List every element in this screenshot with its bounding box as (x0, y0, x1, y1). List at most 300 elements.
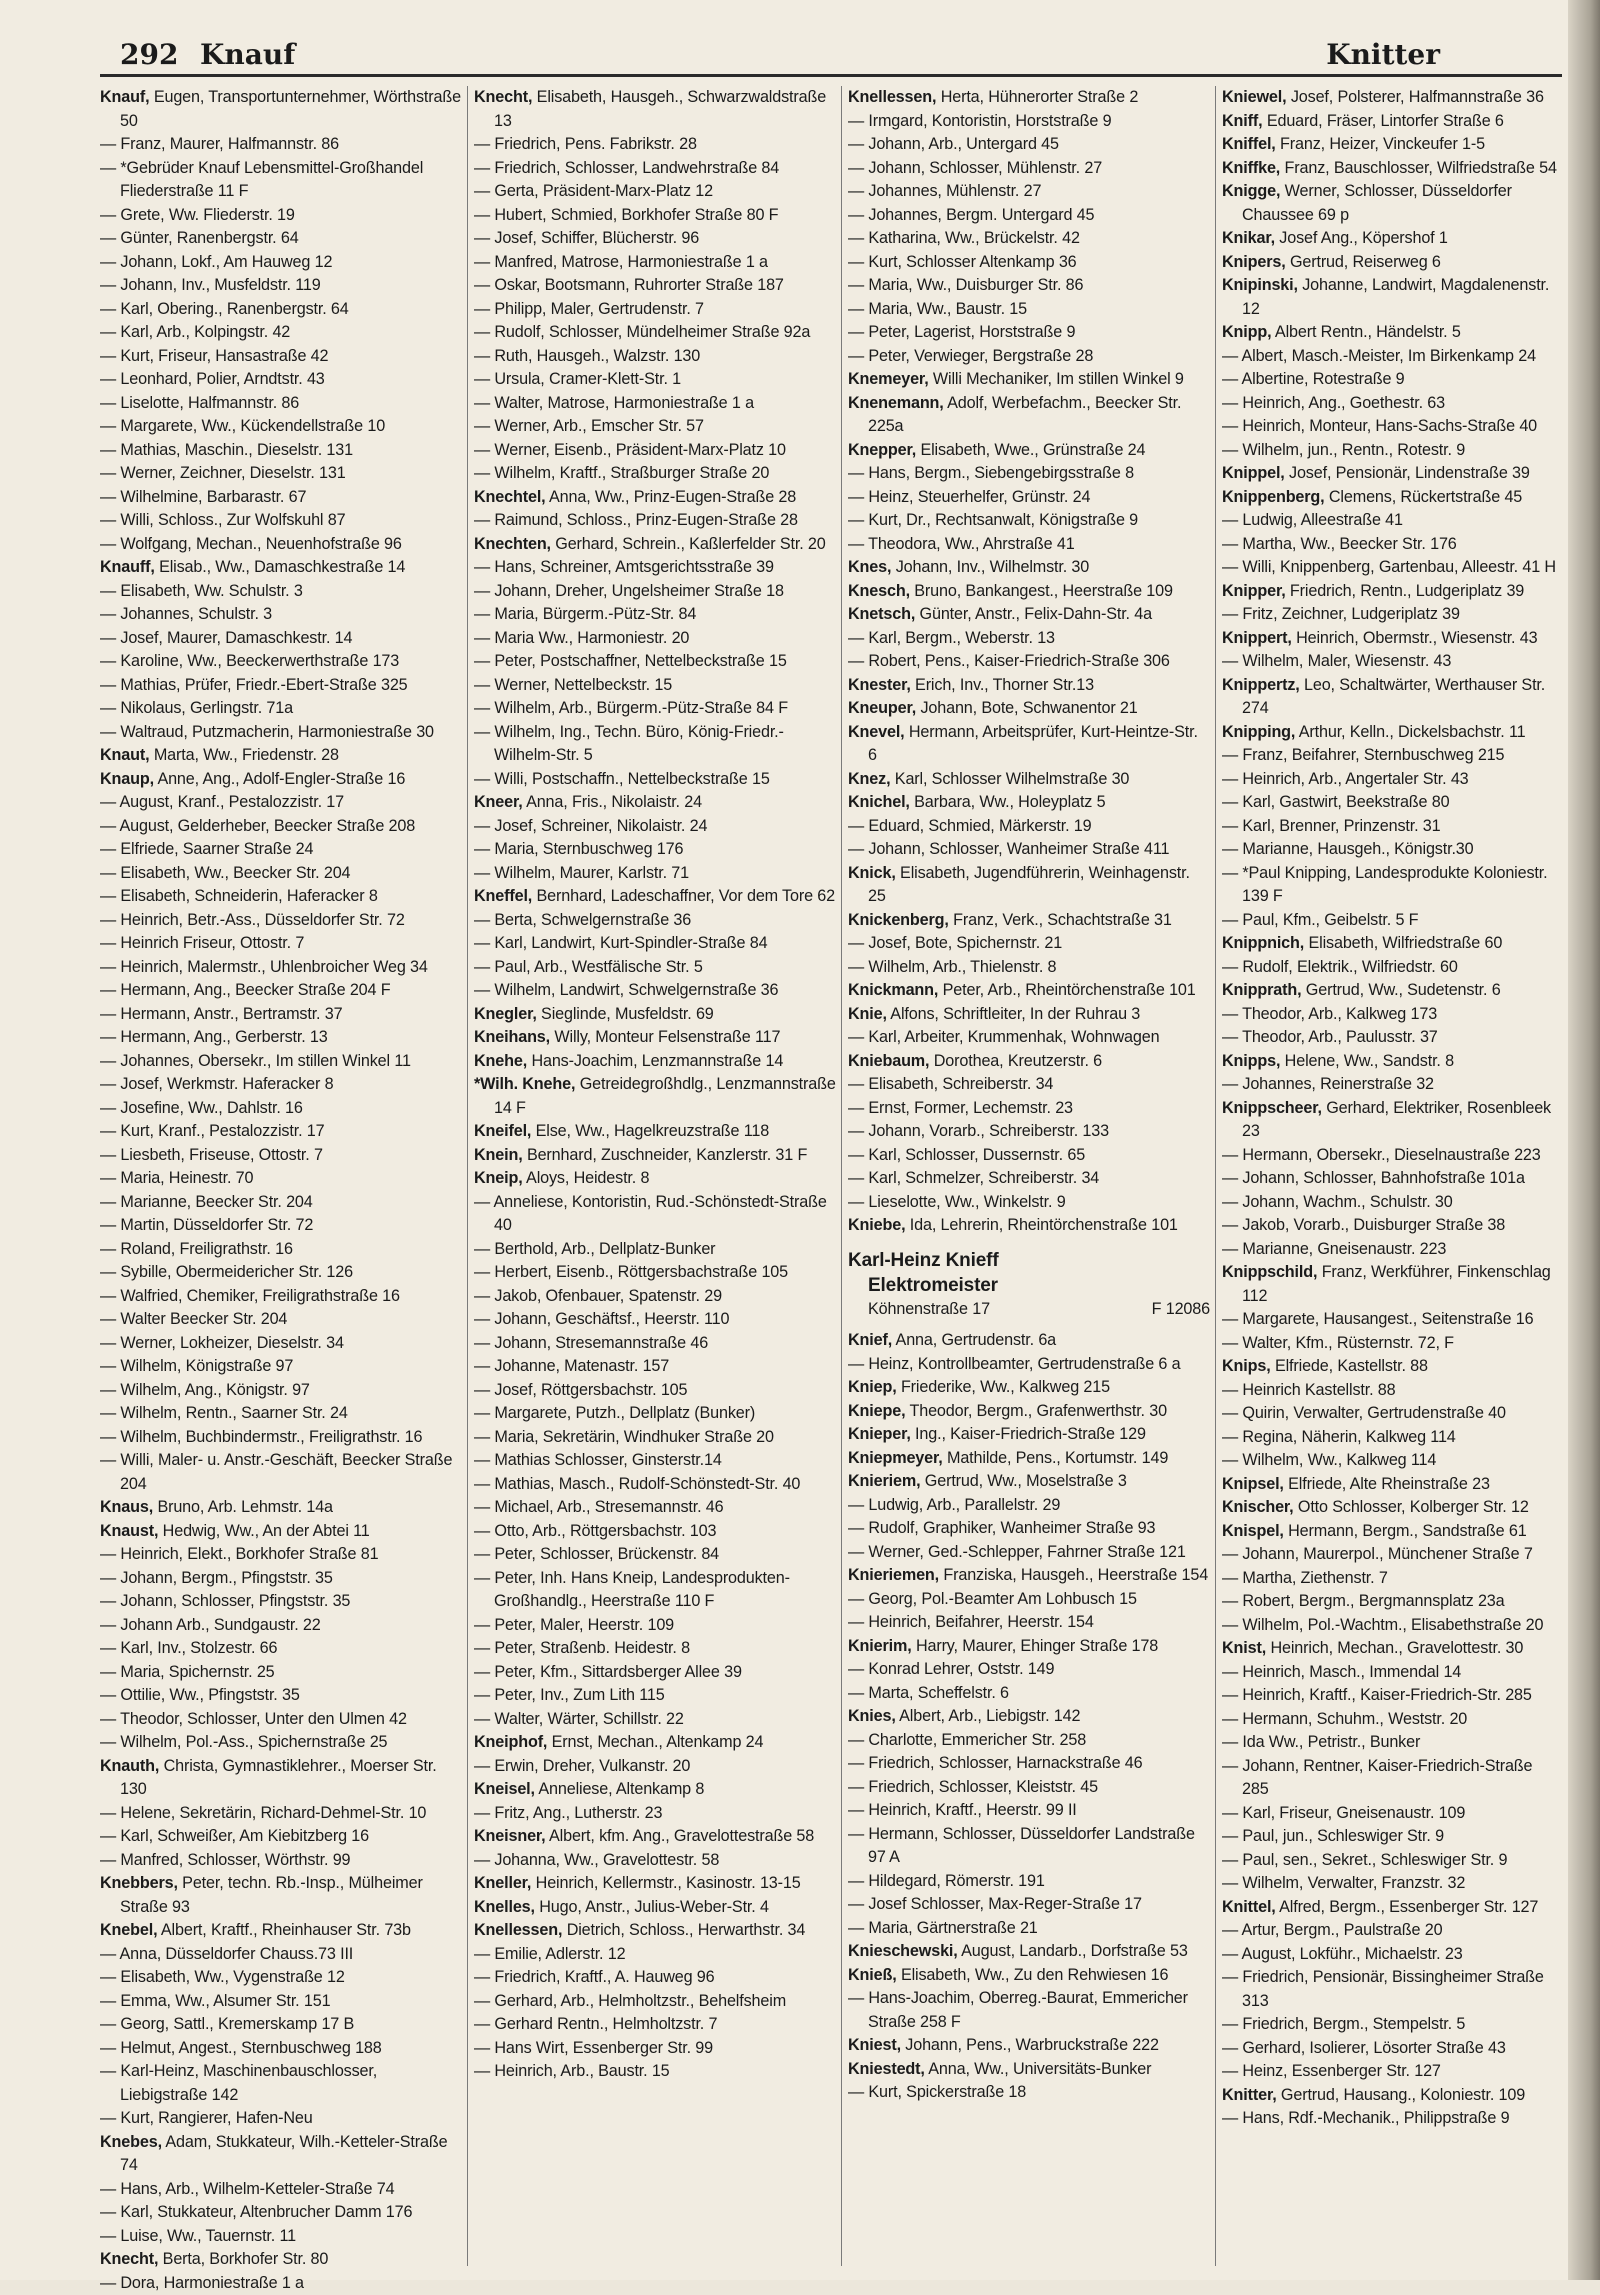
entry-text: — Heinrich, Kraftf., Heerstr. 99 II (848, 1801, 1077, 1819)
entry (1222, 956, 1562, 980)
entry (474, 1261, 836, 1285)
entry-text: — Wilhelm, Pol.-Wachtm., Elisabethstraße 20 (1222, 1616, 1543, 1634)
entry (100, 1402, 462, 1426)
entry-text: Arthur, Kelln., Dickelsbachstr. 11 (1299, 723, 1526, 741)
entry-text: — Robert, Bergm., Bergmannsplatz 23a (1222, 1592, 1505, 1610)
entry (1222, 1003, 1562, 1027)
entry-head (474, 486, 836, 510)
entry-text: — Regina, Näherin, Kalkweg 114 (1222, 1428, 1456, 1446)
entry-text: — Wilhelm, Landwirt, Schwelgernstraße 36 (474, 981, 778, 999)
entry-text: — Willi, Postschaffn., Nettelbeckstraße 15 (474, 770, 770, 788)
entry-text: Hedwig, Ww., An der Abtei 11 (163, 1522, 370, 1540)
entry-head (848, 1376, 1210, 1400)
entry (1222, 768, 1562, 792)
entry-text: — Werner, Zeichner, Dieselstr. 131 (100, 464, 346, 482)
entry-text: — Johannes, Schulstr. 3 (100, 605, 272, 623)
entry-text: — Johann, Geschäftsf., Heerstr. 110 (474, 1310, 729, 1328)
entry (848, 1097, 1210, 1121)
surname: Knickenberg, (848, 911, 949, 929)
entry-text: Albert Rentn., Händelstr. 5 (1275, 323, 1461, 341)
surname: Knitter, (1222, 2086, 1277, 2104)
entry (100, 1214, 462, 1238)
entry-text: — Johannes, Mühlenstr. 27 (848, 182, 1041, 200)
entry (474, 133, 836, 157)
ad-profession: Elektromeister (848, 1273, 1210, 1298)
entry-text: Gerhard, Schrein., Kaßlerfelder Str. 20 (555, 535, 825, 553)
entry (1222, 2013, 1562, 2037)
entry (100, 674, 462, 698)
entry-head (474, 1144, 836, 1168)
entry (100, 979, 462, 1003)
entry-text: — Johann, Schlosser, Pfingststr. 35 (100, 1592, 350, 1610)
entry (474, 932, 836, 956)
entry-text: Christa, Gymnastiklehrer., Moerser Str. 130 (120, 1757, 437, 1799)
entry-head (848, 1214, 1210, 1238)
entry-text: — Peter, Schlosser, Brückenstr. 84 (474, 1545, 719, 1563)
entry-text: Heinrich, Obermstr., Wiesenstr. 43 (1296, 629, 1537, 647)
surname: Knauff, (100, 558, 155, 576)
entry-head (1222, 1896, 1562, 1920)
entry-text: — Friedrich, Pensionär, Bissingheimer Straße 313 (1222, 1968, 1544, 2010)
entry (474, 345, 836, 369)
entry-head (848, 909, 1210, 933)
entry-head (848, 1003, 1210, 1027)
entry (100, 368, 462, 392)
entry (474, 909, 836, 933)
surname: Knaus, (100, 1498, 153, 1516)
entry (100, 1849, 462, 1873)
entry-head (1222, 157, 1562, 181)
entry-text: — Wilhelm, Maurer, Karlstr. 71 (474, 864, 689, 882)
entry-text: — Mathias, Prüfer, Friedr.-Ebert-Straße 325 (100, 676, 408, 694)
entry-text: Clemens, Rückertstraße 45 (1329, 488, 1522, 506)
entry-text: — Franz, Beifahrer, Sternbuschweg 215 (1222, 746, 1504, 764)
entry-text: — Robert, Pens., Kaiser-Friedrich-Straße 306 (848, 652, 1170, 670)
entry (1222, 1567, 1562, 1591)
entry-head (474, 1003, 836, 1027)
entry-text: — Walfried, Chemiker, Freiligrathstraße 16 (100, 1287, 400, 1305)
entry-text: Friederike, Ww., Kalkweg 215 (901, 1378, 1110, 1396)
entry (848, 1167, 1210, 1191)
entry-text: — Hans, Rdf.-Mechanik., Philippstraße 9 (1222, 2109, 1509, 2127)
surname: Knez, (848, 770, 890, 788)
entry-text: — Hermann, Schlosser, Düsseldorfer Landstraße 97 A (848, 1825, 1195, 1867)
entry (848, 533, 1210, 557)
surname: Kniebaum, (848, 1052, 929, 1070)
entry-text: — Franz, Maurer, Halfmannstr. 86 (100, 135, 339, 153)
entry (100, 2225, 462, 2249)
entry (100, 1308, 462, 1332)
entry (474, 1943, 836, 1967)
entry-text: — Lieselotte, Ww., Winkelstr. 9 (848, 1193, 1066, 1211)
entry (474, 556, 836, 580)
entry (848, 462, 1210, 486)
entry (848, 133, 1210, 157)
entry-head (848, 1705, 1210, 1729)
entry-head (100, 744, 462, 768)
entry-text: — Liesbeth, Friseuse, Ottostr. 7 (100, 1146, 323, 1164)
entry (474, 1637, 836, 1661)
entry (1222, 1661, 1562, 1685)
entry-text: — Georg, Pol.-Beamter Am Lohbusch 15 (848, 1590, 1137, 1608)
entry-text: — Erwin, Dreher, Vulkanstr. 20 (474, 1757, 690, 1775)
entry-head (1222, 110, 1562, 134)
entry-head (474, 533, 836, 557)
entry-head (1222, 486, 1562, 510)
entry-text: Alfred, Bergm., Essenberger Str. 127 (1279, 1898, 1538, 1916)
surname: Kniff, (1222, 112, 1262, 130)
surname: Knebbers, (100, 1874, 178, 1892)
entry (100, 1050, 462, 1074)
entry-text: — Friedrich, Pens. Fabrikstr. 28 (474, 135, 697, 153)
entry (1222, 815, 1562, 839)
entry-text: Helene, Ww., Sandstr. 8 (1285, 1052, 1454, 1070)
entry (474, 838, 836, 862)
entry-text: — Berthold, Arb., Dellplatz-Bunker (474, 1240, 715, 1258)
entry (1222, 2060, 1562, 2084)
entry-text: — Gerhard, Arb., Helmholtzstr., Behelfsheim (474, 1992, 786, 2010)
entry-text: — August, Gelderheber, Beecker Straße 208 (100, 817, 415, 835)
surname: Knetsch, (848, 605, 915, 623)
entry (474, 1238, 836, 1262)
entry-text: Peter, Arb., Rheintörchenstraße 101 (943, 981, 1196, 999)
entry-text: — Elisabeth, Ww., Vygenstraße 12 (100, 1968, 345, 1986)
entry-text: Franz, Verk., Schachtstraße 31 (953, 911, 1172, 929)
entry-text: Anneliese, Altenkamp 8 (538, 1780, 704, 1798)
surname: Kniest, (848, 2036, 901, 2054)
entry (474, 1473, 836, 1497)
entry-text: Franz, Heizer, Vinckeufer 1-5 (1280, 135, 1485, 153)
entry-text: — Marianne, Beecker Str. 204 (100, 1193, 313, 1211)
entry (1222, 862, 1562, 909)
entry-text: — Dora, Harmoniestraße 1 a (100, 2274, 304, 2292)
entry-text: — Gerhard, Isolierer, Lösorter Straße 43 (1222, 2039, 1506, 2057)
surname: Knispel, (1222, 1522, 1284, 1540)
entry-text: — Karl, Inv., Stolzestr. 66 (100, 1639, 277, 1657)
entry-head (1222, 1496, 1562, 1520)
entry-head (1222, 227, 1562, 251)
entry (474, 157, 836, 181)
entry (100, 862, 462, 886)
surname: Kneisel, (474, 1780, 535, 1798)
entry (100, 956, 462, 980)
entry-head (1222, 1473, 1562, 1497)
entry (100, 909, 462, 933)
entry (848, 815, 1210, 839)
entry (474, 580, 836, 604)
entry (1222, 2037, 1562, 2061)
entry-text: — Katharina, Ww., Brückelstr. 42 (848, 229, 1080, 247)
entry-text: — Peter, Postschaffner, Nettelbeckstraße 15 (474, 652, 787, 670)
entry-head (1222, 1261, 1562, 1308)
entry-text: — Emma, Ww., Alsumer Str. 151 (100, 1992, 330, 2010)
surname: Knechtel, (474, 488, 546, 506)
surname: Knikar, (1222, 229, 1275, 247)
entry-head (848, 768, 1210, 792)
entry (1222, 1966, 1562, 2013)
surname: Knischer, (1222, 1498, 1294, 1516)
entry-head (474, 1778, 836, 1802)
entry-text: — Ernst, Former, Lechemstr. 23 (848, 1099, 1073, 1117)
surname: Knecht, (474, 88, 532, 106)
surname: Knepper, (848, 441, 916, 459)
entry-head (1222, 133, 1562, 157)
entry (848, 1870, 1210, 1894)
entry-text: — Josef, Maurer, Damaschkestr. 14 (100, 629, 352, 647)
entry (1222, 1191, 1562, 1215)
entry (100, 1426, 462, 1450)
entry (100, 1238, 462, 1262)
surname: Knauf, (100, 88, 149, 106)
entry (848, 345, 1210, 369)
entry-text: — Margarete, Putzh., Dellplatz (Bunker) (474, 1404, 755, 1422)
entry (100, 932, 462, 956)
entry (474, 1614, 836, 1638)
entry-text: Mathilde, Pens., Kortumstr. 149 (947, 1449, 1168, 1467)
surname: Kneihans, (474, 1028, 550, 1046)
surname: Knipsel, (1222, 1475, 1284, 1493)
entry-text: — Theodora, Ww., Ahrstraße 41 (848, 535, 1075, 553)
entry (474, 274, 836, 298)
entry-text: — Paul, Kfm., Geibelstr. 5 F (1222, 911, 1418, 929)
entry-text: — Friedrich, Schlosser, Kleiststr. 45 (848, 1778, 1098, 1796)
surname: Knickmann, (848, 981, 938, 999)
entry-text: — Karl, Bergm., Weberstr. 13 (848, 629, 1055, 647)
entry (474, 768, 836, 792)
entry-text: — Peter, Straßenb. Heidestr. 8 (474, 1639, 690, 1657)
surname: Kneller, (474, 1874, 531, 1892)
entry-text: — Heinrich, Monteur, Hans-Sachs-Straße 40 (1222, 417, 1537, 435)
surname: Knipps, (1222, 1052, 1280, 1070)
entry (1222, 838, 1562, 862)
entry-head (848, 1447, 1210, 1471)
entry-head (1222, 721, 1562, 745)
entry-text: — Josef, Bote, Spichernstr. 21 (848, 934, 1062, 952)
entry (1222, 1167, 1562, 1191)
page-header (120, 38, 1440, 78)
entry (100, 2107, 462, 2131)
entry-text: — Johann Arb., Sundgaustr. 22 (100, 1616, 321, 1634)
entry-text: — Heinrich Kastellstr. 88 (1222, 1381, 1395, 1399)
entry-text: — Paul, sen., Sekret., Schleswiger Str. 9 (1222, 1851, 1507, 1869)
entry-text: — Friedrich, Kraftf., A. Hauweg 96 (474, 1968, 715, 1986)
column-divider (1215, 86, 1216, 2266)
entry-text: — Ludwig, Alleestraße 41 (1222, 511, 1403, 529)
entry-text: Adolf, Werbefachm., Beecker Str. 225a (868, 394, 1181, 436)
surname: Knief, (848, 1331, 892, 1349)
entry (1222, 1825, 1562, 1849)
entry (474, 627, 836, 651)
entry (474, 321, 836, 345)
entry-text: — Konrad Lehrer, Oststr. 149 (848, 1660, 1054, 1678)
entry (474, 1520, 836, 1544)
entry-text: — Margarete, Ww., Kückendellstraße 10 (100, 417, 385, 435)
entry (100, 815, 462, 839)
entry (848, 274, 1210, 298)
header-first-name: Knauf (200, 38, 295, 71)
entry-text: Elfriede, Kastellstr. 88 (1275, 1357, 1428, 1375)
entry-text: — Fritz, Ang., Lutherstr. 23 (474, 1804, 662, 1822)
entry (100, 1097, 462, 1121)
entry-text: — Johanne, Matenastr. 157 (474, 1357, 669, 1375)
entry (1222, 439, 1562, 463)
entry-text: Hans-Joachim, Lenzmannstraße 14 (531, 1052, 783, 1070)
entry-text: — *Gebrüder Knauf Lebensmittel-Großhandel Fliederstraße 11 F (100, 159, 423, 201)
entry-text: — Friedrich, Bergm., Stempelstr. 5 (1222, 2015, 1465, 2033)
entry-text: — Heinrich, Elekt., Borkhofer Straße 81 (100, 1545, 378, 1563)
entry-text: — Margarete, Hausangest., Seitenstraße 16 (1222, 1310, 1533, 1328)
entry-text: Adam, Stukkateur, Wilh.-Ketteler-Straße 74 (120, 2133, 447, 2175)
entry (1222, 1872, 1562, 1896)
entry-text: — Albert, Masch.-Meister, Im Birkenkamp 24 (1222, 347, 1536, 365)
entry (100, 650, 462, 674)
entry (1222, 415, 1562, 439)
entry-text: — Quirin, Verwalter, Gertrudenstraße 40 (1222, 1404, 1506, 1422)
surname: Kneip, (474, 1169, 523, 1187)
entry-text: Elfriede, Alte Rheinstraße 23 (1288, 1475, 1490, 1493)
entry (100, 1825, 462, 1849)
entry-text: — Johann, Maurerpol., Münchener Straße 7 (1222, 1545, 1533, 1563)
entry-head (100, 1520, 462, 1544)
entry (474, 956, 836, 980)
entry-text: — Eduard, Schmied, Märkerstr. 19 (848, 817, 1092, 835)
entry (474, 1379, 836, 1403)
entry (100, 2178, 462, 2202)
entry (474, 415, 836, 439)
entry-text: — Hermann, Schuhm., Weststr. 20 (1222, 1710, 1467, 1728)
entry (848, 932, 1210, 956)
entry (474, 721, 836, 768)
surname: Knebel, (100, 1921, 157, 1939)
surname: Kniepe, (848, 1402, 905, 1420)
entry (1222, 1332, 1562, 1356)
entry-text: — Karl, Arb., Kolpingstr. 42 (100, 323, 290, 341)
entry (100, 697, 462, 721)
entry-head (1222, 180, 1562, 227)
entry-text: — Otto, Arb., Röttgersbachstr. 103 (474, 1522, 716, 1540)
entry-text: — Maria, Bürgerm.-Pütz-Str. 84 (474, 605, 696, 623)
entry-text: — Peter, Lagerist, Horststraße 9 (848, 323, 1075, 341)
surname: Kniffel, (1222, 135, 1276, 153)
entry (474, 603, 836, 627)
entry-text: — Hermann, Anstr., Bertramstr. 37 (100, 1005, 342, 1023)
entry-text: — Oskar, Bootsmann, Ruhrorter Straße 187 (474, 276, 784, 294)
entry (848, 321, 1210, 345)
entry-text: Albert, kfm. Ang., Gravelottestraße 58 (549, 1827, 814, 1845)
entry (474, 1684, 836, 1708)
surname: Knauth, (100, 1757, 159, 1775)
entry-text: — Johanna, Ww., Gravelottestr. 58 (474, 1851, 719, 1869)
entry (1222, 2107, 1562, 2131)
entry-text: Aloys, Heidestr. 8 (526, 1169, 649, 1187)
entry-head (848, 674, 1210, 698)
entry (100, 1332, 462, 1356)
entry (100, 1708, 462, 1732)
entry (474, 1990, 836, 2014)
entry-text: — Ida Ww., Petristr., Bunker (1222, 1733, 1420, 1751)
entry-text: Gertrud, Hausang., Koloniestr. 109 (1281, 2086, 1525, 2104)
entry-text: Franz, Bauschlosser, Wilfriedstraße 54 (1285, 159, 1557, 177)
entry-head (848, 1964, 1210, 1988)
entry-text: — Jakob, Vorarb., Duisburger Straße 38 (1222, 1216, 1505, 1234)
header-rule (100, 74, 1562, 77)
surname: Knierim, (848, 1637, 912, 1655)
entry-head (100, 86, 462, 133)
entry-head (848, 862, 1210, 909)
entry-text: — Friedrich, Schlosser, Harnackstraße 46 (848, 1754, 1142, 1772)
entry-text: Hugo, Anstr., Julius-Weber-Str. 4 (539, 1898, 769, 1916)
entry-text: — Hans, Schreiner, Amtsgerichtsstraße 39 (474, 558, 774, 576)
entry-text: — Maria, Ww., Duisburger Str. 86 (848, 276, 1083, 294)
entry-head (848, 1050, 1210, 1074)
surname: Kniestedt, (848, 2060, 925, 2078)
entry (848, 1893, 1210, 1917)
entry-text: Elisab., Ww., Damaschkestraße 14 (159, 558, 405, 576)
entry (100, 1026, 462, 1050)
entry (474, 180, 836, 204)
entry-text: — Helene, Sekretärin, Richard-Dehmel-Str. 10 (100, 1804, 426, 1822)
entry-text: Ernst, Mechan., Altenkamp 24 (552, 1733, 764, 1751)
entry (474, 2037, 836, 2061)
surname: Knelles, (474, 1898, 535, 1916)
entry-text: — Luise, Ww., Tauernstr. 11 (100, 2227, 296, 2245)
entry-text: — Karl, Schlosser, Dussernstr. 65 (848, 1146, 1085, 1164)
entry-head (474, 1731, 836, 1755)
entry-text: Dorothea, Kreutzerstr. 6 (934, 1052, 1102, 1070)
entry (474, 227, 836, 251)
entry-text: — Marianne, Hausgeh., Königstr.30 (1222, 840, 1474, 858)
entry-head (1222, 1050, 1562, 1074)
entry (1222, 1238, 1562, 1262)
page-number: 292 (120, 38, 178, 71)
entry (100, 1802, 462, 1826)
entry-text: Josef Ang., Köpershof 1 (1279, 229, 1447, 247)
entry-text: — Johann, Bergm., Pfingststr. 35 (100, 1569, 333, 1587)
entry-text: Anne, Ang., Adolf-Engler-Straße 16 (157, 770, 405, 788)
entry-text: — Helmut, Angest., Sternbuschweg 188 (100, 2039, 382, 2057)
entry-text: — Rudolf, Graphiker, Wanheimer Straße 93 (848, 1519, 1155, 1537)
entry-text: Peter, techn. Rb.-Insp., Mülheimer Straße 93 (120, 1874, 423, 1916)
entry (1222, 909, 1562, 933)
entry-text: Leo, Schaltwärter, Werthauser Str. 274 (1242, 676, 1545, 718)
entry-text: Franz, Werkführer, Finkenschlag 112 (1242, 1263, 1551, 1305)
entry-text: — Maria, Gärtnerstraße 21 (848, 1919, 1038, 1937)
entry-text: — Willi, Schloss., Zur Wolfskuhl 87 (100, 511, 345, 529)
surname: Knes, (848, 558, 891, 576)
entry-head (474, 1167, 836, 1191)
entry-head (848, 1635, 1210, 1659)
entry-head (474, 1872, 836, 1896)
entry (848, 1073, 1210, 1097)
entry-text: — Karl, Gastwirt, Beekstraße 80 (1222, 793, 1449, 811)
entry-text: — Maria, Sternbuschweg 176 (474, 840, 683, 858)
entry (1222, 1543, 1562, 1567)
entry-text: — Elisabeth, Schreiberstr. 34 (848, 1075, 1053, 1093)
entry (848, 110, 1210, 134)
entry-text: — Josef Schlosser, Max-Reger-Straße 17 (848, 1895, 1142, 1913)
entry (848, 1026, 1210, 1050)
entry-text: — Michael, Arb., Stresemannstr. 46 (474, 1498, 724, 1516)
entry-text: — Peter, Maler, Heerstr. 109 (474, 1616, 674, 1634)
entry-text: Elisabeth, Hausgeh., Schwarzwaldstraße 13 (494, 88, 826, 130)
surname: Knieriem, (848, 1472, 920, 1490)
surname: Kneuper, (848, 699, 916, 717)
entry (1222, 368, 1562, 392)
entry-text: — Johannes, Bergm. Untergard 45 (848, 206, 1094, 224)
entry-text: — Wilhelm, Buchbindermstr., Freiligrathstr. 16 (100, 1428, 422, 1446)
entry-head (474, 1026, 836, 1050)
entry (100, 1379, 462, 1403)
